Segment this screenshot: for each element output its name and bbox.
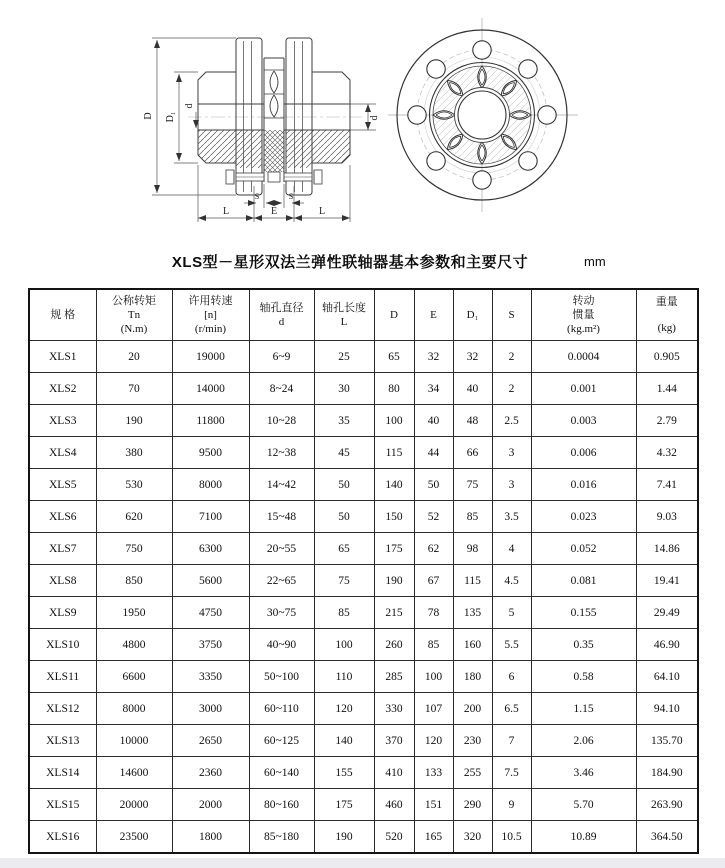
value-cell: 80 [374,373,414,405]
coupling-drawing [0,0,725,248]
front-view [388,18,578,212]
table-row [29,469,698,501]
table-body [29,341,698,854]
page-title: XLS型－星形双法兰弹性联轴器基本参数和主要尺寸 [171,254,529,271]
value-cell: 1800 [172,821,249,854]
value-cell: 135.70 [636,725,698,757]
value-cell: 45 [314,437,374,469]
value-cell: 14.86 [636,533,698,565]
value-cell: 40 [414,405,453,437]
column-header [531,289,636,341]
header-line: 重量 [655,296,678,309]
unit-label: mm [584,254,606,269]
elastomer-petal-section [270,71,278,93]
table-row [29,757,698,789]
value-cell: 364.50 [636,821,698,854]
value-cell: 7100 [172,501,249,533]
value-cell: 60~125 [249,725,314,757]
value-cell: 1.44 [636,373,698,405]
column-header [314,289,374,341]
value-cell: 2 [492,341,531,373]
value-cell: 5.70 [531,789,636,821]
value-cell: 133 [414,757,453,789]
value-cell: 9.03 [636,501,698,533]
value-cell: 5.5 [492,629,531,661]
value-cell: 100 [414,661,453,693]
value-cell: 2 [492,373,531,405]
value-cell: 44 [414,437,453,469]
dim-label-S-left: S [254,191,260,201]
column-header [29,289,96,341]
value-cell: 67 [414,565,453,597]
header-line: 许用转速 [188,294,233,307]
value-cell: 62 [414,533,453,565]
value-cell: 750 [96,533,172,565]
value-cell: 40 [453,373,492,405]
header-line: [n] [204,308,217,321]
spec-cell: XLS7 [29,533,96,565]
value-cell: 30 [314,373,374,405]
value-cell: 14~42 [249,469,314,501]
value-cell: 115 [374,437,414,469]
value-cell: 34 [414,373,453,405]
value-cell: 380 [96,437,172,469]
value-cell: 320 [453,821,492,854]
value-cell: 22~65 [249,565,314,597]
header-line: E [430,308,437,321]
value-cell: 0.081 [531,565,636,597]
value-cell: 175 [374,533,414,565]
value-cell: 260 [374,629,414,661]
value-cell: 0.0004 [531,341,636,373]
value-cell: 370 [374,725,414,757]
header-line: 转动 [572,294,595,307]
value-cell: 100 [374,405,414,437]
value-cell: 120 [414,725,453,757]
value-cell: 2000 [172,789,249,821]
value-cell: 110 [314,661,374,693]
table-row [29,565,698,597]
value-cell: 2650 [172,725,249,757]
value-cell: 460 [374,789,414,821]
value-cell: 520 [374,821,414,854]
value-cell: 230 [453,725,492,757]
value-cell: 155 [314,757,374,789]
value-cell: 60~110 [249,693,314,725]
value-cell: 75 [453,469,492,501]
value-cell: 9 [492,789,531,821]
header-line: D [390,308,398,321]
value-cell: 5600 [172,565,249,597]
value-cell: 10~28 [249,405,314,437]
header-line: (N.m) [120,323,148,336]
column-header [96,289,172,341]
value-cell: 330 [374,693,414,725]
spec-cell: XLS4 [29,437,96,469]
value-cell: 9500 [172,437,249,469]
left-flange-disc [236,38,262,195]
value-cell: 175 [314,789,374,821]
value-cell: 20000 [96,789,172,821]
header-line: (kg) [657,321,676,334]
dim-label-d-right: d [369,115,380,121]
dim-label-L-left: L [222,206,230,217]
value-cell: 184.90 [636,757,698,789]
value-cell: 10.5 [492,821,531,854]
value-cell: 850 [96,565,172,597]
value-cell: 66 [453,437,492,469]
star-hub-circle [455,88,510,143]
value-cell: 20 [96,341,172,373]
value-cell: 85~180 [249,821,314,854]
value-cell: 7.5 [492,757,531,789]
value-cell: 160 [453,629,492,661]
value-cell: 115 [453,565,492,597]
spec-cell: XLS2 [29,373,96,405]
value-cell: 35 [314,405,374,437]
value-cell: 32 [414,341,453,373]
value-cell: 0.001 [531,373,636,405]
value-cell: 0.016 [531,469,636,501]
table-row [29,437,698,469]
value-cell: 3.5 [492,501,531,533]
value-cell: 75 [314,565,374,597]
table-row [29,789,698,821]
value-cell: 85 [314,597,374,629]
value-cell: 64.10 [636,661,698,693]
value-cell: 30~75 [249,597,314,629]
spec-cell: XLS9 [29,597,96,629]
column-header [453,289,492,341]
value-cell: 6600 [96,661,172,693]
spec-cell: XLS15 [29,789,96,821]
value-cell: 25 [314,341,374,373]
value-cell: 10.89 [531,821,636,854]
value-cell: 4750 [172,597,249,629]
header-line: 公称转矩 [112,294,156,307]
value-cell: 165 [414,821,453,854]
value-cell: 12~38 [249,437,314,469]
value-cell: 85 [453,501,492,533]
value-cell: 263.90 [636,789,698,821]
header-line: Tn [127,308,141,321]
value-cell: 19.41 [636,565,698,597]
value-cell: 4800 [96,629,172,661]
value-cell: 94.10 [636,693,698,725]
value-cell: 0.023 [531,501,636,533]
value-cell: 2.06 [531,725,636,757]
table-row [29,725,698,757]
table-row [29,693,698,725]
page-bottom-strip [0,858,725,868]
section-view [188,38,362,195]
value-cell: 6.5 [492,693,531,725]
right-flange-disc [286,38,312,195]
value-cell: 1950 [96,597,172,629]
value-cell: 620 [96,501,172,533]
header-line: L [340,316,348,328]
header-line: 惯量 [572,308,595,321]
value-cell: 6300 [172,533,249,565]
value-cell: 52 [414,501,453,533]
header-line: S [508,308,515,321]
header-line: D₁ [466,308,479,321]
value-cell: 10000 [96,725,172,757]
column-header [374,289,414,341]
value-cell: 50 [314,501,374,533]
table-row [29,373,698,405]
spec-cell: XLS3 [29,405,96,437]
value-cell: 60~140 [249,757,314,789]
table-row [29,629,698,661]
value-cell: 4.5 [492,565,531,597]
value-cell: 255 [453,757,492,789]
table-row [29,661,698,693]
value-cell: 3 [492,469,531,501]
value-cell: 78 [414,597,453,629]
spec-cell: XLS8 [29,565,96,597]
value-cell: 120 [314,693,374,725]
value-cell: 2360 [172,757,249,789]
column-header [414,289,453,341]
value-cell: 32 [453,341,492,373]
value-cell: 200 [453,693,492,725]
value-cell: 14000 [172,373,249,405]
value-cell: 140 [374,469,414,501]
spec-cell: XLS6 [29,501,96,533]
header-line: (kg.m²) [567,323,600,336]
value-cell: 50 [314,469,374,501]
spec-cell: XLS14 [29,757,96,789]
value-cell: 285 [374,661,414,693]
value-cell: 180 [453,661,492,693]
value-cell: 6 [492,661,531,693]
value-cell: 2.79 [636,405,698,437]
value-cell: 530 [96,469,172,501]
value-cell: 107 [414,693,453,725]
header-line: (r/min) [194,323,227,336]
value-cell: 65 [374,341,414,373]
column-header [636,289,698,341]
value-cell: 8~24 [249,373,314,405]
value-cell: 8000 [96,693,172,725]
value-cell: 65 [314,533,374,565]
spec-cell: XLS10 [29,629,96,661]
header-line: 规 格 [50,308,76,321]
value-cell: 0.905 [636,341,698,373]
spec-cell: XLS1 [29,341,96,373]
value-cell: 7 [492,725,531,757]
value-cell: 80~160 [249,789,314,821]
header-line: 轴孔直径 [259,301,304,314]
value-cell: 140 [314,725,374,757]
value-cell: 150 [374,501,414,533]
value-cell: 3750 [172,629,249,661]
spec-cell: XLS11 [29,661,96,693]
value-cell: 215 [374,597,414,629]
dim-label-L-right: L [318,206,326,217]
value-cell: 85 [414,629,453,661]
value-cell: 2.5 [492,405,531,437]
column-header [249,289,314,341]
value-cell: 98 [453,533,492,565]
value-cell: 135 [453,597,492,629]
value-cell: 0.052 [531,533,636,565]
value-cell: 50 [414,469,453,501]
dim-label-D1: D₁ [165,111,176,123]
spec-table [28,288,699,854]
value-cell: 4 [492,533,531,565]
value-cell: 290 [453,789,492,821]
value-cell: 48 [453,405,492,437]
value-cell: 20~55 [249,533,314,565]
value-cell: 23500 [96,821,172,854]
value-cell: 46.90 [636,629,698,661]
value-cell: 0.35 [531,629,636,661]
value-cell: 0.155 [531,597,636,629]
value-cell: 1.15 [531,693,636,725]
spec-cell: XLS13 [29,725,96,757]
elastomer-petal-section [270,95,278,117]
header-line: 轴孔长度 [322,301,366,314]
value-cell: 8000 [172,469,249,501]
table-row [29,533,698,565]
table-row [29,597,698,629]
header-line: d [278,316,285,328]
value-cell: 190 [314,821,374,854]
value-cell: 11800 [172,405,249,437]
value-cell: 5 [492,597,531,629]
value-cell: 3 [492,437,531,469]
value-cell: 3000 [172,693,249,725]
table-header-row [29,289,698,341]
value-cell: 7.41 [636,469,698,501]
value-cell: 40~90 [249,629,314,661]
table-row [29,405,698,437]
value-cell: 190 [374,565,414,597]
value-cell: 3.46 [531,757,636,789]
value-cell: 70 [96,373,172,405]
spec-cell: XLS5 [29,469,96,501]
value-cell: 0.006 [531,437,636,469]
value-cell: 0.003 [531,405,636,437]
value-cell: 6~9 [249,341,314,373]
value-cell: 4.32 [636,437,698,469]
dim-label-D: D [143,112,154,120]
dim-label-E: E [270,206,278,217]
value-cell: 410 [374,757,414,789]
value-cell: 190 [96,405,172,437]
value-cell: 0.58 [531,661,636,693]
value-cell: 19000 [172,341,249,373]
column-header [172,289,249,341]
table-row [29,341,698,373]
value-cell: 14600 [96,757,172,789]
value-cell: 50~100 [249,661,314,693]
dim-label-d-left: d [184,103,195,109]
table-row [29,821,698,854]
dim-label-S-right: S [288,191,294,201]
column-header [492,289,531,341]
value-cell: 3350 [172,661,249,693]
table-row [29,501,698,533]
value-cell: 100 [314,629,374,661]
spec-cell: XLS16 [29,821,96,854]
value-cell: 29.49 [636,597,698,629]
value-cell: 151 [414,789,453,821]
value-cell: 15~48 [249,501,314,533]
spec-cell: XLS12 [29,693,96,725]
